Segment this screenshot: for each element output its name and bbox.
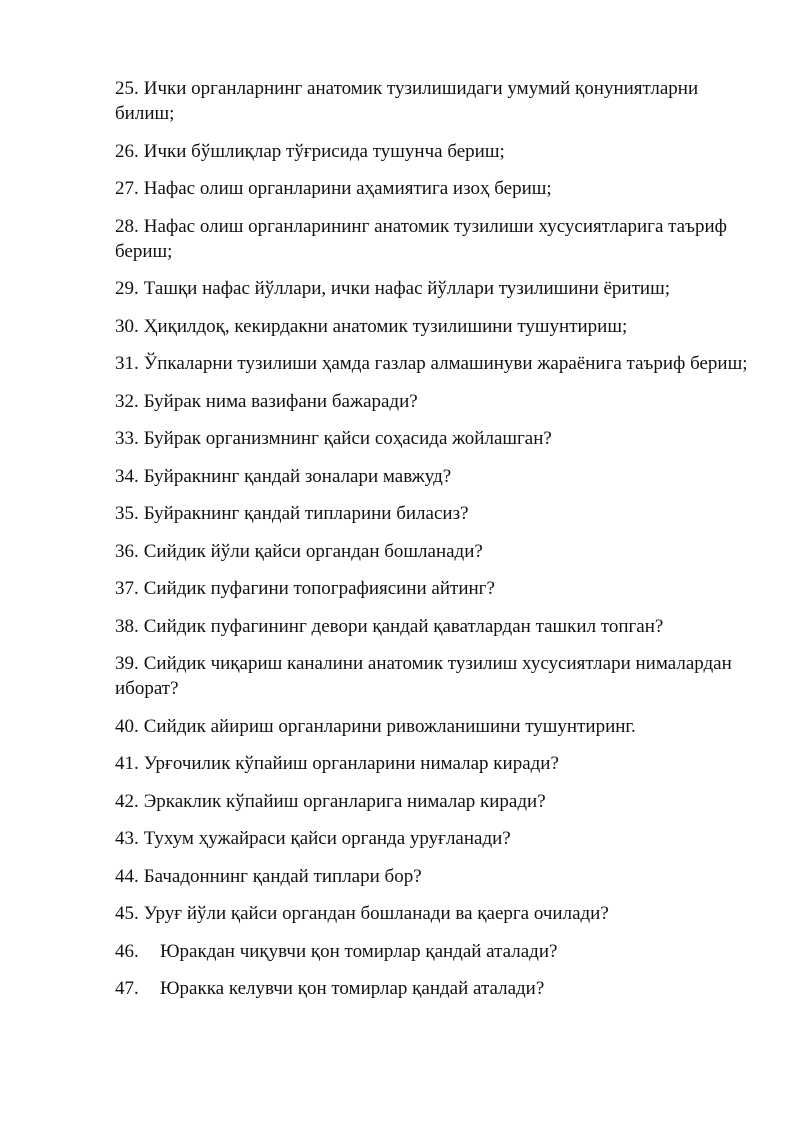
item-text: Урғочилик кўпайиш органларини нималар киради? (143, 753, 559, 774)
item-text: Тухум ҳужайраси қайси органда уруғланади? (143, 828, 511, 849)
item-text: Буйрак нима вазифани бажаради? (143, 390, 418, 412)
item-number: 33. (115, 428, 139, 449)
list-item (115, 314, 750, 339)
item-number: 38. (115, 615, 139, 637)
item-text: Сийдик йўли қайси органдан бошланади? (143, 540, 483, 562)
list-item (115, 826, 750, 851)
item-number: 26. (115, 140, 139, 162)
list-item (115, 389, 750, 414)
item-text: Юракдан чиқувчи қон томирлар қандай аталади? (160, 940, 558, 962)
item-number: 32. (115, 390, 139, 412)
item-text: Буйракнинг қандай типларини биласиз? (143, 503, 469, 524)
item-text: Ташқи нафас йўллари, ички нафас йўллари тузилишини ёритиш; (143, 278, 670, 299)
list-item (115, 714, 750, 739)
list-item (115, 751, 750, 776)
item-number: 39. (115, 653, 139, 674)
item-number: 25. (115, 78, 139, 99)
list-item (115, 464, 750, 489)
item-number: 40. (115, 715, 139, 737)
item-text: Нафас олиш органларининг анатомик тузилиши хусусиятларига таъриф бериш; (115, 215, 727, 262)
item-text: Буйрак организмнинг қайси соҳасида жойлашган? (143, 428, 552, 449)
list-item (115, 651, 750, 701)
item-text: Сийдик пуфагини топографиясини айтинг? (143, 578, 495, 599)
item-number: 28. (115, 215, 139, 237)
item-text: Сийдик айириш органларини ривожланишини тушунтиринг. (143, 715, 636, 737)
list-item (115, 139, 750, 164)
item-text: Сийдик чиқариш каналини анатомик тузилиш хусусиятлари нималардан иборат? (115, 653, 732, 699)
list-item (115, 576, 750, 601)
item-text: Нафас олиш органларини аҳамиятига изоҳ бериш; (143, 178, 552, 199)
list-item (115, 939, 750, 964)
item-text: Ички органларнинг анатомик тузилишидаги умумий қонуниятларни билиш; (115, 78, 699, 124)
item-number: 27. (115, 178, 139, 199)
item-text: Бачадоннинг қандай типлари бор? (143, 865, 422, 887)
item-text: Уруғ йўли қайси органдан бошланади ва қаерга очилади? (143, 903, 609, 924)
list-item (115, 426, 750, 451)
list-item (115, 76, 750, 126)
list-item (115, 276, 750, 301)
list-item (115, 976, 750, 1001)
item-number: 30. (115, 315, 139, 337)
item-number: 36. (115, 540, 139, 562)
item-number: 31. (115, 353, 139, 374)
item-number: 45. (115, 903, 139, 924)
item-text: Юракка келувчи қон томирлар қандай аталади? (160, 978, 545, 999)
item-text: Ҳиқилдоқ, кекирдакни анатомик тузилишини тушунтириш; (143, 315, 628, 337)
list-item (115, 864, 750, 889)
item-number: 29. (115, 278, 139, 299)
list-item (115, 351, 750, 376)
item-number: 43. (115, 828, 139, 849)
item-number: 34. (115, 465, 139, 487)
item-text: Ички бўшлиқлар тўғрисида тушунча бериш; (143, 140, 505, 162)
item-text: Сийдик пуфагининг девори қандай қаватлардан ташкил топган? (143, 615, 664, 637)
item-number: 35. (115, 503, 139, 524)
item-number: 37. (115, 578, 139, 599)
item-text: Эркаклик кўпайиш органларига нималар киради? (143, 790, 546, 812)
list-item (115, 176, 750, 201)
item-number: 41. (115, 753, 139, 774)
item-number: 44. (115, 865, 139, 887)
list-item (115, 539, 750, 564)
item-text: Буйракнинг қандай зоналари мавжуд? (143, 465, 452, 487)
item-number: 47. (115, 978, 139, 999)
item-text: Ўпкаларни тузилиши ҳамда газлар алмашинуви жараёнига таъриф бериш; (143, 353, 748, 374)
list-item (115, 614, 750, 639)
list-item (115, 789, 750, 814)
list-item (115, 901, 750, 926)
item-number: 42. (115, 790, 139, 812)
item-number: 46. (115, 940, 139, 962)
list-item (115, 501, 750, 526)
list-item (115, 214, 750, 264)
question-list (115, 76, 750, 1014)
